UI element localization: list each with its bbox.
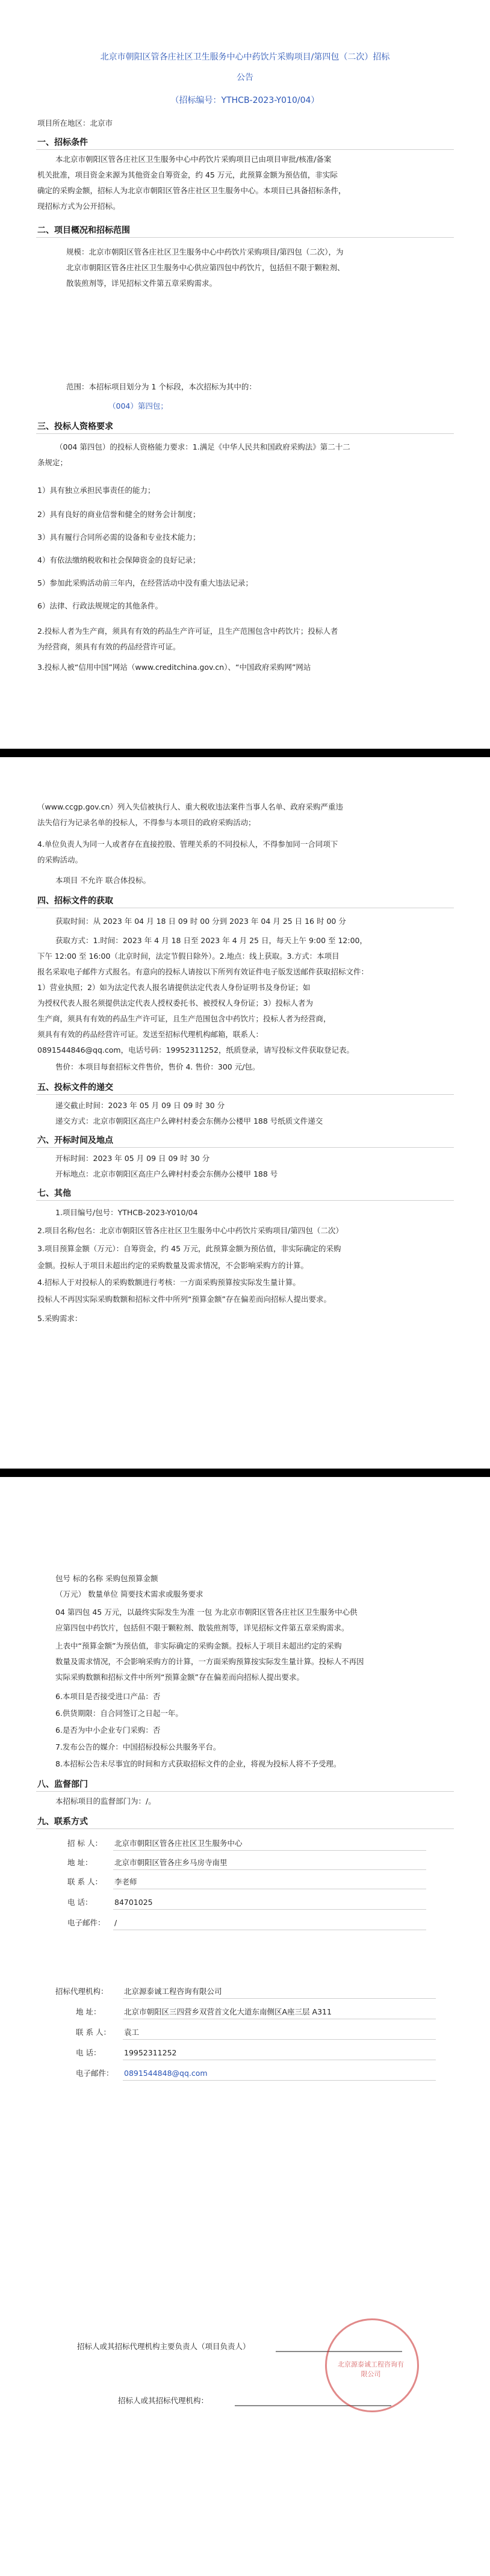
para-line: 8.本招标公告未尽事宜的时间和方式获取招标文件的企业，将视为投标人将不予受理。 <box>55 1759 341 1768</box>
contact-label: 地 址： <box>76 2007 101 2016</box>
underline <box>113 1909 426 1910</box>
para-line: 范围：本招标项目划分为 1 个标段，本次招标为其中的： <box>66 382 256 391</box>
para-line: 6.供货期限：自合同签订之日起一年。 <box>55 1709 183 1718</box>
section-heading-4: 四、招标文件的获取 <box>37 896 113 906</box>
consortium-note: 本项目 不允许 联合体投标。 <box>55 876 150 885</box>
contact-label: 联 系 人： <box>76 2028 111 2037</box>
underline <box>123 1998 436 1999</box>
para-line: 3.项目预算金额（万元）：自筹资金，约 45 万元，此预算金额为预估值，非实际确定的采购 <box>37 1244 341 1253</box>
para-line: 报名采取电子邮件方式报名。有意向的投标人请按以下所列有效证件电子版发送邮件获取招标文件： <box>37 967 369 976</box>
qualification-item: 1）具有独立承担民事责任的能力； <box>37 486 155 495</box>
para-line: 条规定； <box>37 458 68 467</box>
underline <box>113 1850 426 1851</box>
page-separator <box>0 749 490 757</box>
para-line: 数量及需求情况，不会影响采购方的计算，一方面采购预算按实际发生量计算。投标人不再因 <box>55 1657 364 1666</box>
document-page-1 <box>0 0 490 749</box>
qualification-item: 3）具有履行合同所必需的设备和专业技术能力； <box>37 533 200 542</box>
contact-label: 地 址： <box>67 1858 93 1867</box>
para-line: 3.投标人被“信用中国”网站（www.creditchina.gov.cn）、“中国政府采购网”网站 <box>37 663 311 672</box>
para-line: （www.ccgp.gov.cn）列入失信被执行人、重大税收违法案件当事人名单、政府采购严重违 <box>37 802 343 811</box>
para-line: 2.投标人者为生产商，须具有有效的药品生产许可证，且生产范围包含中药饮片；投标人者 <box>37 627 338 636</box>
para-line: 投标人不再因实际采购数额和招标文件中所列“预算金额”存在偏差而向招标人提出要求。 <box>37 1295 331 1304</box>
para-line: 7.发布公告的媒介：中国招标投标公共服务平台。 <box>55 1742 221 1751</box>
agency-phone: 19952311252 <box>124 2048 177 2057</box>
para-line: （004 第四包）的投标人资格能力要求：1.满足《中华人民共和国政府采购法》第二十二 <box>55 442 350 451</box>
submit-method: 递交方式：北京市朝阳区高庄户么碑村村委会东侧办公楼甲 188 号纸质文件递交 <box>55 1116 323 1125</box>
divider <box>36 1791 454 1792</box>
divider <box>36 237 454 238</box>
para-line: 获取方式：1.时间：2023 年 4 月 18 日至 2023 年 4 月 25 日，每天上午 9:00 至 12:00， <box>55 936 367 945</box>
contact-label: 电子邮件： <box>67 1918 105 1927</box>
submit-deadline: 递交截止时间：2023 年 05 月 09 日 09 时 30 分 <box>55 1101 225 1110</box>
para-line: 北京市朝阳区管各庄社区卫生服务中心供应第四包中药饮片，包括但不限于颗粒剂、 <box>66 263 345 272</box>
section-heading-2: 二、项目概况和招标范围 <box>37 226 130 235</box>
opening-time: 开标时间：2023 年 05 月 09 日 09 时 30 分 <box>55 1154 210 1163</box>
para-line: 5.采购需求： <box>37 1314 82 1323</box>
para-line: 上表中“预算金额”为预估值，非实际确定的采购金额。投标人于项目未超出约定的采购 <box>55 1641 342 1650</box>
section-heading-6: 六、开标时间及地点 <box>37 1136 113 1145</box>
project-location: 项目所在地区：北京市 <box>37 119 113 128</box>
section-heading-3: 三、投标人资格要求 <box>37 422 113 432</box>
qualification-item: 4）有依法缴纳税收和社会保障资金的良好记录； <box>37 556 200 565</box>
para-line: 2.项目名称/包名：北京市朝阳区管各庄社区卫生服务中心中药饮片采购项目/第四包（二次） <box>37 1226 343 1235</box>
para-line: 为经营商，须具有有效的药品经营许可证。 <box>37 642 181 651</box>
agency-address: 北京市朝阳区三四营乡双营首文化大道东南侧区A座三层 A311 <box>124 2007 332 2016</box>
section-heading-9: 九、联系方式 <box>37 1817 88 1827</box>
supervisor: 本招标项目的监督部门为：/。 <box>55 1797 156 1806</box>
divider <box>36 1094 454 1095</box>
para-line: 为授权代表人报名须提供法定代表人授权委托书、被授权人身份证；3）投标人者为 <box>37 999 313 1008</box>
divider <box>36 149 454 150</box>
section-heading-8: 八、监督部门 <box>37 1780 88 1789</box>
para-line: 法失信行为记录名单的投标人，不得参与本项目的政府采购活动； <box>37 818 256 827</box>
para-line: 本北京市朝阳区管各庄社区卫生服务中心中药饮片采购项目已由项目审批/核准/备案 <box>55 155 332 164</box>
agency-email: 0891544848@qq.com <box>124 2069 208 2078</box>
tenderer-email: / <box>114 1918 117 1927</box>
signature-label-1: 招标人或其招标代理机构主要负责人（项目负责人） <box>77 2342 250 2351</box>
contact-label: 电 话： <box>76 2048 101 2057</box>
para-line: 6.本项目是否接受进口产品：否 <box>55 1692 161 1701</box>
para-line: 4.单位负责人为同一人或者存在直接控股、管理关系的不同投标人，不得参加同一合同项下 <box>37 840 338 849</box>
para-line: 下午 12:00 至 16:00（北京时间，法定节假日除外）。2.地点：线上获取。3.方式：本项目 <box>37 952 340 961</box>
para-line: 实际采购数额和招标文件中所列“预算金额”存在偏差而向招标人提出要求。 <box>55 1673 304 1682</box>
qualification-item: 2）具有良好的商业信誉和健全的财务会计制度； <box>37 510 200 519</box>
section-heading-5: 五、投标文件的递交 <box>37 1083 113 1092</box>
para-line: 规模：北京市朝阳区管各庄社区卫生服务中心中药饮片采购项目/第四包（二次），为 <box>66 247 344 256</box>
qualification-item: 5）参加此采购活动前三年内，在经营活动中没有重大违法记录； <box>37 578 253 587</box>
tenderer-contact: 李老师 <box>114 1877 137 1886</box>
para-line: 现招标方式为公开招标。 <box>37 202 120 211</box>
para-line: 确定的采购金额，招标人为北京市朝阳区管各庄社区卫生服务中心。本项目已具备招标条件， <box>37 186 346 195</box>
contact-label: 电 话： <box>67 1898 93 1907</box>
project-number: （招标编号：YTHCB-2023-Y010/04） <box>170 96 320 105</box>
para-line: 的采购活动。 <box>37 855 83 864</box>
divider <box>36 1828 454 1829</box>
underline <box>123 2080 436 2081</box>
para-line: 6.是否为中小企业专门采购：否 <box>55 1726 161 1735</box>
divider <box>36 433 454 434</box>
agency-contact: 袁工 <box>124 2028 140 2037</box>
underline <box>123 2039 436 2040</box>
seal-text: 北京源泰诚工程咨询有限公司 <box>338 2361 404 2378</box>
section-heading-7: 七、其他 <box>37 1189 71 1198</box>
title-line-2: 公告 <box>237 73 253 82</box>
para-line: 生产商，须具有有效的药品生产许可证，且生产范围包含中药饮片；投标人者为经营商， <box>37 1014 331 1023</box>
para-line: 0891544846@qq.com，电话号码：19952311252，纸质登录，请写投标文件获取登记表。 <box>37 1045 355 1054</box>
opening-place: 开标地点：北京市朝阳区高庄户么碑村村委会东侧办公楼甲 188 号 <box>55 1169 278 1178</box>
tenderer-phone: 84701025 <box>114 1898 153 1907</box>
table-header: 包号 标的名称 采购包预算金额 <box>55 1574 158 1583</box>
title-line-1: 北京市朝阳区管各庄社区卫生服务中心中药饮片采购项目/第四包（二次）招标 <box>100 52 390 62</box>
agency-name: 北京源泰诚工程咨询有限公司 <box>124 1987 222 1996</box>
contact-label: 电子邮件： <box>76 2069 114 2078</box>
lot-name: （004）第四包； <box>108 401 168 410</box>
para-line: 1）营业执照；2）如为法定代表人报名请提供法定代表人身份证明书及身份证；如 <box>37 983 311 992</box>
divider <box>36 1147 454 1148</box>
para-line: 4.招标人于对投标人的采购数额进行考核：一方面采购预算按实际发生量计算。 <box>37 1278 300 1287</box>
document-page-3 <box>0 1477 490 2576</box>
page-separator <box>0 1469 490 1477</box>
divider <box>36 1200 454 1201</box>
para-line: 须具有有效的药品经营许可证。发送至招标代理机构邮箱，联系人： <box>37 1030 264 1039</box>
contact-label: 招标代理机构： <box>55 1987 108 1996</box>
table-header: （万元） 数量单位 简要技术需求或服务要求 <box>55 1590 203 1599</box>
contact-label: 招 标 人： <box>67 1839 102 1848</box>
document-page-2 <box>0 757 490 1469</box>
para-line: 1.项目编号/包号：YTHCB-2023-Y010/04 <box>55 1208 198 1217</box>
underline <box>113 1869 426 1870</box>
qualification-item: 6）法律、行政法规规定的其他条件。 <box>37 601 163 610</box>
table-row: 应第四包中药饮片，包括但不限于颗粒剂、散装煎剂等，详见招标文件第五章采购需求。 <box>55 1623 349 1632</box>
tenderer-name: 北京市朝阳区管各庄社区卫生服务中心 <box>114 1839 243 1848</box>
section-heading-1: 一、招标条件 <box>37 138 88 147</box>
para-line: 机关批准，项目资金来源为其他资金自筹资金，约 45 万元，此预算金额为预估值，非实际 <box>37 170 338 179</box>
para-line: 金额。投标人于项目未超出约定的采购数量及需求情况，不会影响采购方的计算。 <box>37 1261 309 1270</box>
signature-label-2: 招标人或其招标代理机构： <box>118 2396 209 2405</box>
para-line: 散装煎剂等，详见招标文件第五章采购需求。 <box>66 279 217 288</box>
table-row: 04 第四包 45 万元，以最终实际发生为准 一包 为北京市朝阳区管各庄社区卫生服务中心供 <box>55 1608 358 1617</box>
contact-label: 联 系 人： <box>67 1877 102 1886</box>
tenderer-address: 北京市朝阳区管各庄乡马房寺南里 <box>114 1858 228 1867</box>
acquire-time: 获取时间：从 2023 年 04 月 18 日 09 时 00 分到 2023 年 04 月 25 日 16 时 00 分 <box>55 917 346 926</box>
para-line: 售价：本项目每套招标文件售价，售价 4. 售价：300 元/包。 <box>55 1062 260 1071</box>
